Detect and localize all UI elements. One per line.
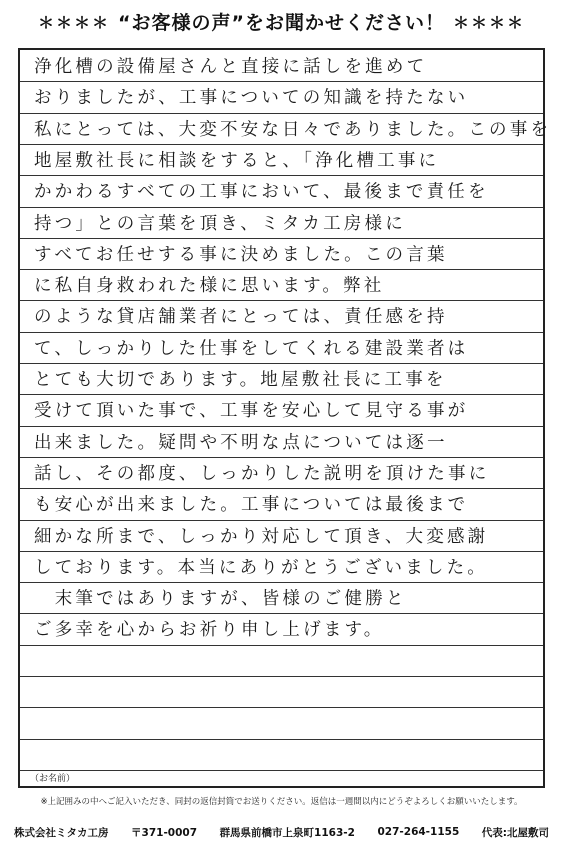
stars-left: ＊＊＊＊	[37, 12, 110, 32]
ruled-line	[20, 707, 543, 708]
letter-line: 私にとっては、大変不安な日々でありました。この事を	[34, 119, 552, 140]
title-text: “お客様の声”をお聞かせください！	[118, 11, 445, 34]
letter-line: とても大切であります。地屋敷社長に工事を	[34, 370, 447, 390]
letter-line: 受けて頂いた事で、工事を安心して見守る事が	[34, 401, 469, 422]
letter-line: 出来ました。疑問や不明な点については逐一	[34, 432, 448, 453]
company-name: 株式会社ミタカ工房	[14, 826, 109, 839]
instruction-note: ※上記囲みの中へご記入いただき、同封の返信封筒でお送りください。返信は一週間以内にどうぞよろしくお願いいたします。	[40, 797, 523, 807]
address: 群馬県前橋市上泉町1163-2	[219, 826, 355, 839]
letter-line: 末筆ではありますが、皆様のご健勝と	[34, 589, 407, 610]
representative: 代表:北屋敷司	[481, 826, 549, 839]
stars-right: ＊＊＊＊	[452, 12, 525, 32]
ruled-line	[20, 676, 543, 677]
letter-line: 浄化槽の設備屋さんと直接に話しを進めて	[34, 57, 428, 77]
letter-line: 話し、その都度、しっかりした説明を頂けた事に	[34, 463, 490, 484]
letter-line: も安心が出来ました。工事については最後まで	[34, 495, 469, 516]
letter-line: ご多幸を心からお祈り申し上げます。	[34, 620, 385, 641]
letter-line: 持つ」との言葉を頂き、ミタカ工房様に	[34, 213, 406, 234]
letter-line: かかわるすべての工事において、最後まで責任を	[34, 182, 489, 203]
testimonial-box	[18, 48, 552, 788]
letter-line: すべてお任せする事に決めました。この言葉	[34, 244, 448, 265]
ruled-line	[20, 770, 543, 771]
name-label: （お名前）	[30, 774, 76, 784]
letter-line: 細かな所まで、しっかり対応して頂き、大変感謝	[34, 526, 489, 547]
letter-line: おりましたが、工事についての知識を持たない	[34, 88, 469, 109]
letter-line: 地屋敷社長に相談をすると、「浄化槽工事に	[34, 150, 440, 171]
ruled-line	[20, 739, 543, 740]
letter-line: しております。本当にありがとうございました。	[34, 557, 488, 578]
postal-code: 〒371-0007	[131, 826, 198, 839]
footer	[0, 817, 563, 847]
page-title	[0, 4, 563, 38]
phone-number: 027-264-1155	[377, 826, 460, 838]
letter-line: のような貸店舗業者にとっては、責任感を持	[34, 307, 448, 328]
letter-line: て、しっかりした仕事をしてくれる建設業者は	[34, 338, 469, 359]
letter-line: に私自身救われた様に思います。弊社	[34, 276, 385, 297]
